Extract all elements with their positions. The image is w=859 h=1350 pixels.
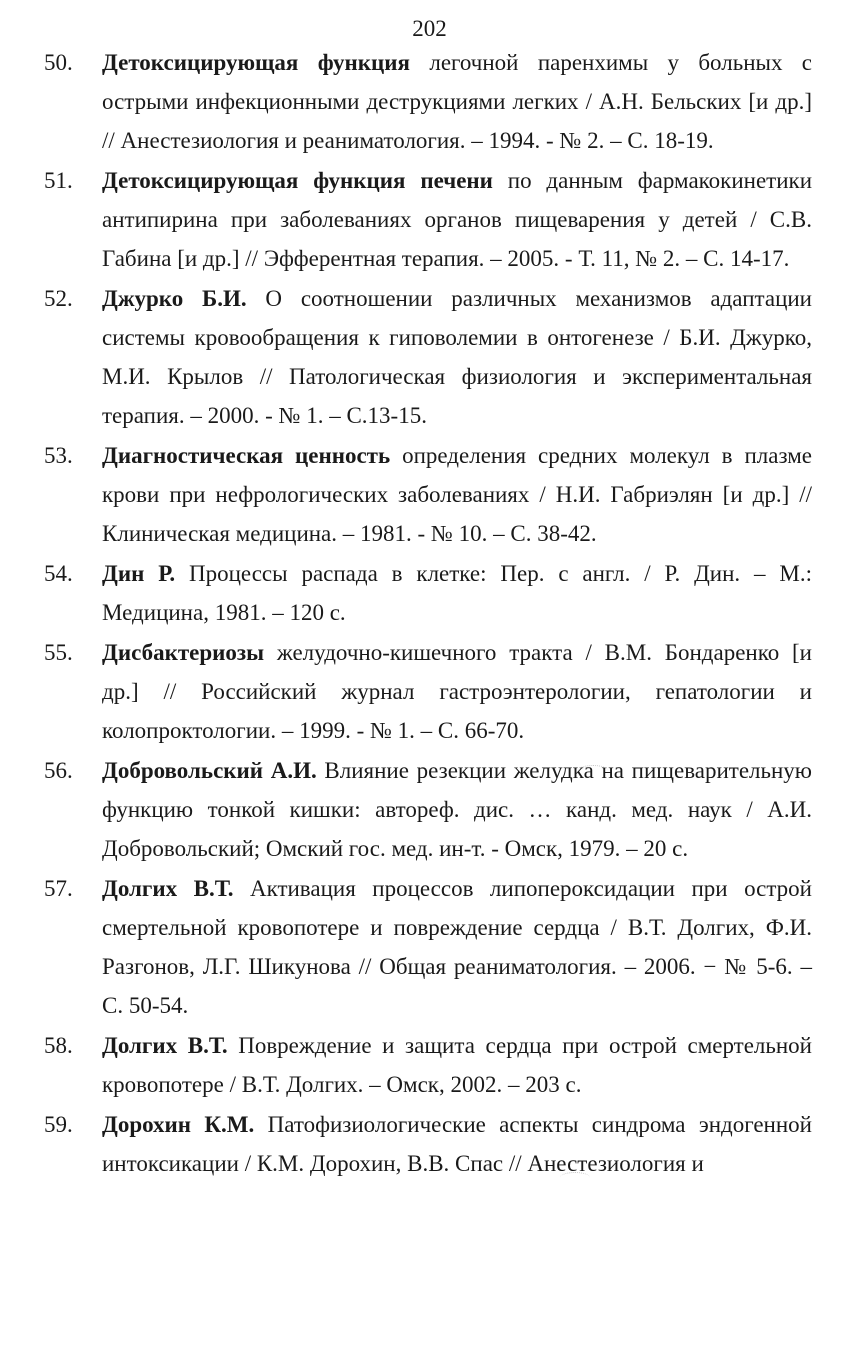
- bibliography-list: [0, 43, 859, 1184]
- entry-number: 52.: [44, 286, 73, 311]
- bibliography-entry: [0, 279, 859, 435]
- bibliography-entry: [0, 554, 859, 632]
- entry-number: 54.: [44, 561, 73, 586]
- entry-number: 53.: [44, 443, 73, 468]
- entry-details: легочной паренхимы у больных с острыми инфекционными деструкциями легких / А.Н. Бельских [и др.] // Анестезиология и реаниматология. – 1994. - № 2. – С. 18-19.: [102, 50, 813, 153]
- entry-author-or-title: Дорохин К.М.: [102, 1112, 255, 1137]
- entry-number: 59.: [44, 1112, 73, 1137]
- scan-smudge: [578, 765, 608, 776]
- bibliography-entry: [0, 633, 859, 750]
- entry-author-or-title: Долгих В.Т.: [102, 876, 234, 901]
- bibliography-entry: [0, 161, 859, 278]
- entry-number: 57.: [44, 876, 73, 901]
- entry-details: определения средних молекул в плазме крови при нефрологических заболеваниях / Н.И. Габриэлян [и др.] // Клиническая медицина. – 1981. - № 10. – С. 38-42.: [102, 443, 812, 546]
- entry-number: 56.: [44, 758, 73, 783]
- bibliography-entry: [0, 869, 859, 1025]
- entry-text: [102, 633, 812, 750]
- entry-number: 55.: [44, 640, 73, 665]
- entry-details: Патофизиологические аспекты синдрома эндогенной интоксикации / К.М. Дорохин, В.В. Спас // Анестезиология и: [102, 1112, 812, 1176]
- entry-text: [102, 43, 812, 160]
- entry-details: Процессы распада в клетке: Пер. с англ. / Р. Дин. – М.: Медицина, 1981. – 120 с.: [102, 561, 812, 625]
- entry-author-or-title: Добровольский А.И.: [102, 758, 317, 783]
- scan-smudge: [560, 1172, 590, 1183]
- entry-author-or-title: Детоксицирующая функция печени: [102, 168, 493, 193]
- entry-number: 50.: [44, 50, 73, 75]
- entry-author-or-title: Детоксицирующая функция: [102, 50, 411, 75]
- entry-number: 58.: [44, 1033, 73, 1058]
- bibliography-entry: [0, 43, 859, 160]
- entry-details: О соотношении различных механизмов адаптации системы кровообращения к гиповолемии в онтогенезе / Б.И. Джурко, М.И. Крылов // Патологическая физиология и экспериментальная терапия. – 2000. - № 1. – С.13-15.: [102, 286, 812, 428]
- entry-number: 51.: [44, 168, 73, 193]
- entry-text: [102, 436, 812, 553]
- bibliography-entry: [0, 1026, 859, 1104]
- entry-details: желудочно-кишечного тракта / В.М. Бондаренко [и др.] // Российский журнал гастроэнтерологии, гепатологии и колопроктологии. – 1999. - № 1. – С. 66-70.: [102, 640, 812, 743]
- entry-details: по данным фармакокинетики антипирина при заболеваниях органов пищеварения у детей / С.В. Габина [и др.] // Эфферентная терапия. – 2005. - Т. 11, № 2. – С. 14-17.: [102, 168, 812, 271]
- entry-details: Влияние резекции желудка на пищеварительную функцию тонкой кишки: автореф. дис. … канд. мед. наук / А.И. Добровольский; Омский гос. мед. ин-т. - Омск, 1979. – 20 с.: [102, 758, 812, 861]
- entry-author-or-title: Джурко Б.И.: [102, 286, 247, 311]
- entry-text: [102, 869, 812, 1025]
- entry-text: [102, 1105, 812, 1183]
- entry-details: Активация процессов липопероксидации при острой смертельной кровопотере и повреждение сердца / В.Т. Долгих, Ф.И. Разгонов, Л.Г. Шикунова // Общая реаниматология. – 2006. − № 5-6. – С. 50-54.: [102, 876, 812, 1018]
- entry-author-or-title: Дисбактериозы: [102, 640, 265, 665]
- entry-author-or-title: Дин Р.: [102, 561, 176, 586]
- entry-text: [102, 279, 812, 435]
- bibliography-entry: [0, 1105, 859, 1183]
- entry-details: Повреждение и защита сердца при острой смертельной кровопотере / В.Т. Долгих. – Омск, 2002. – 203 с.: [102, 1033, 812, 1097]
- bibliography-entry: [0, 751, 859, 868]
- page-number: 202: [412, 16, 447, 41]
- entry-text: [102, 554, 812, 632]
- entry-author-or-title: Долгих В.Т.: [102, 1033, 228, 1058]
- entry-text: [102, 751, 812, 868]
- entry-author-or-title: Диагностическая ценность: [102, 443, 391, 468]
- entry-text: [102, 1026, 812, 1104]
- bibliography-entry: [0, 436, 859, 553]
- entry-text: [102, 161, 812, 278]
